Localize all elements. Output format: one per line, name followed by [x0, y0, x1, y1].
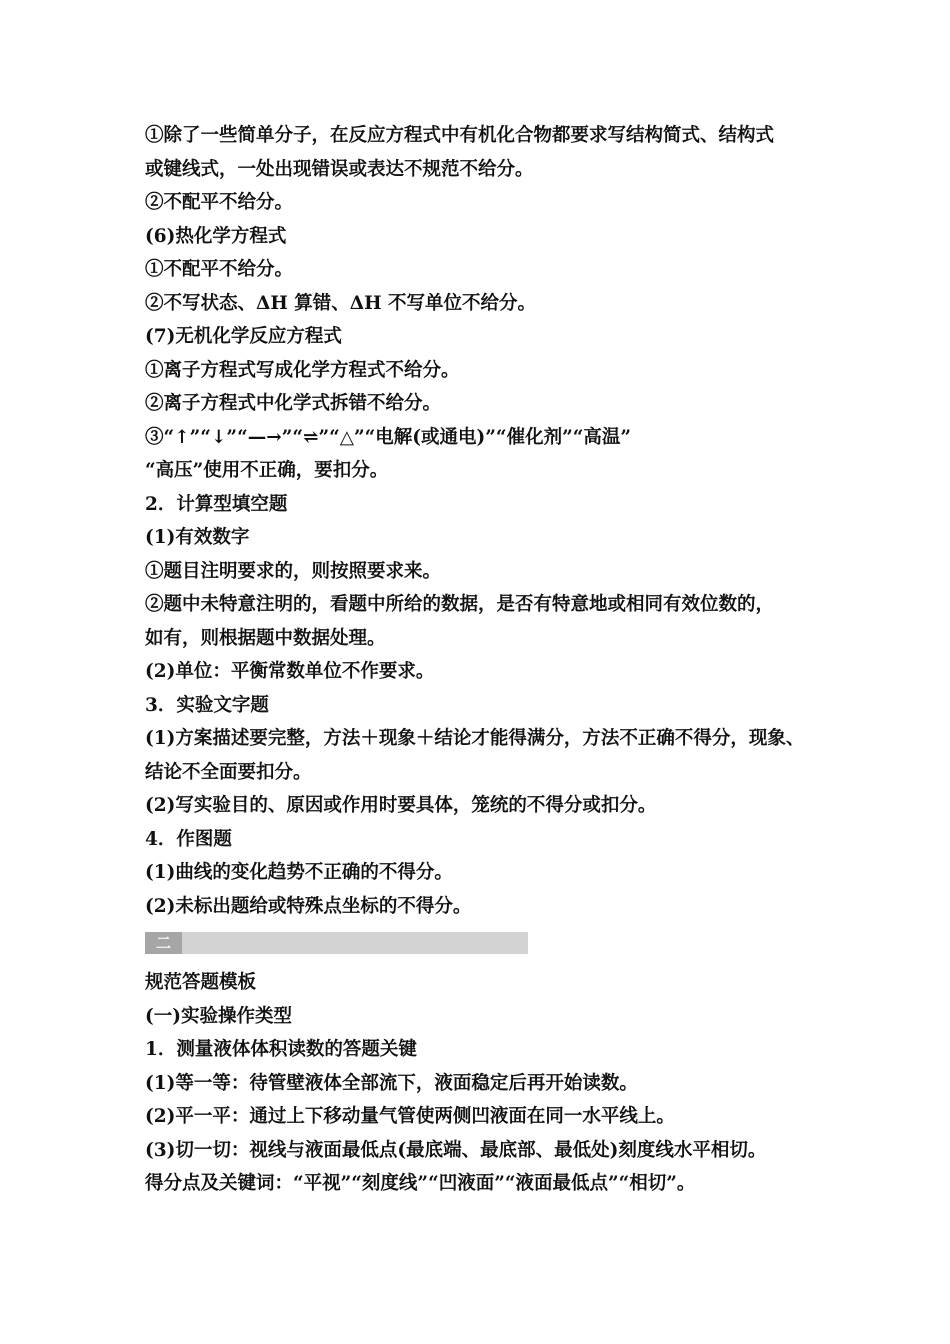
text-line: 规范答题模板 [145, 972, 257, 993]
text-line: ③“↑”“↓”“—→”“⇌”“△”“电解(或通电)”“催化剂”“高温” [145, 426, 631, 448]
scoring-rules-section [145, 119, 835, 923]
text-line: 3．实验文字题 [145, 694, 269, 716]
answer-template-section [145, 966, 835, 1201]
text-line: 1．测量液体体积读数的答题关键 [145, 1039, 417, 1060]
text-line: ①不配平不给分。 [145, 259, 294, 280]
text-line: 得分点及关键词：“平视”“刻度线”“凹液面”“液面最低点”“相切”。 [145, 1173, 696, 1194]
document-body [145, 119, 835, 1201]
text-line: “高压”使用不正确，要扣分。 [145, 460, 389, 481]
text-line: 结论不全面要扣分。 [145, 761, 312, 783]
text-line: ②不写状态、ΔH 算错、ΔH 不写单位不给分。 [145, 292, 537, 314]
text-line: (1)等一等：待管壁液体全部流下，液面稳定后再开始读数。 [145, 1072, 638, 1094]
text-line: (一)实验操作类型 [145, 1005, 293, 1027]
text-line: (7)无机化学反应方程式 [145, 326, 342, 347]
text-line: (2)未标出题给或特殊点坐标的不得分。 [145, 895, 472, 917]
text-line: ②不配平不给分。 [145, 192, 294, 213]
text-line: (1)有效数字 [145, 527, 250, 548]
text-line: ①除了一些简单分子，在反应方程式中有机化合物都要求写结构简式、结构式 [145, 125, 775, 146]
text-line: (1)曲线的变化趋势不正确的不得分。 [145, 862, 453, 883]
section-number: 二 [145, 932, 182, 954]
text-line: ②题中未特意注明的，看题中所给的数据，是否有特意地或相同有效位数的， [145, 594, 775, 615]
text-line: 如有，则根据题中数据处理。 [145, 627, 386, 649]
text-line: 2．计算型填空题 [145, 493, 288, 515]
text-line: ①离子方程式写成化学方程式不给分。 [145, 359, 460, 381]
text-line: (2)平一平：通过上下移动量气管使两侧凹液面在同一水平线上。 [145, 1106, 675, 1127]
text-line: (6)热化学方程式 [145, 225, 287, 247]
text-line: (2)单位：平衡常数单位不作要求。 [145, 661, 435, 682]
section-header-bar [145, 932, 528, 954]
text-line: ②离子方程式中化学式拆错不给分。 [145, 393, 442, 414]
text-line: 或键线式，一处出现错误或表达不规范不给分。 [145, 158, 534, 180]
text-line: (2)写实验目的、原因或作用时要具体，笼统的不得分或扣分。 [145, 795, 657, 816]
text-line: ①题目注明要求的，则按照要求来。 [145, 560, 442, 582]
text-line: 4．作图题 [145, 828, 232, 850]
text-line: (3)切一切：视线与液面最低点(最底端、最底部、最低处)刻度线水平相切。 [145, 1139, 767, 1161]
text-line: (1)方案描述要完整，方法＋现象＋结论才能得满分，方法不正确不得分，现象、 [145, 728, 805, 749]
